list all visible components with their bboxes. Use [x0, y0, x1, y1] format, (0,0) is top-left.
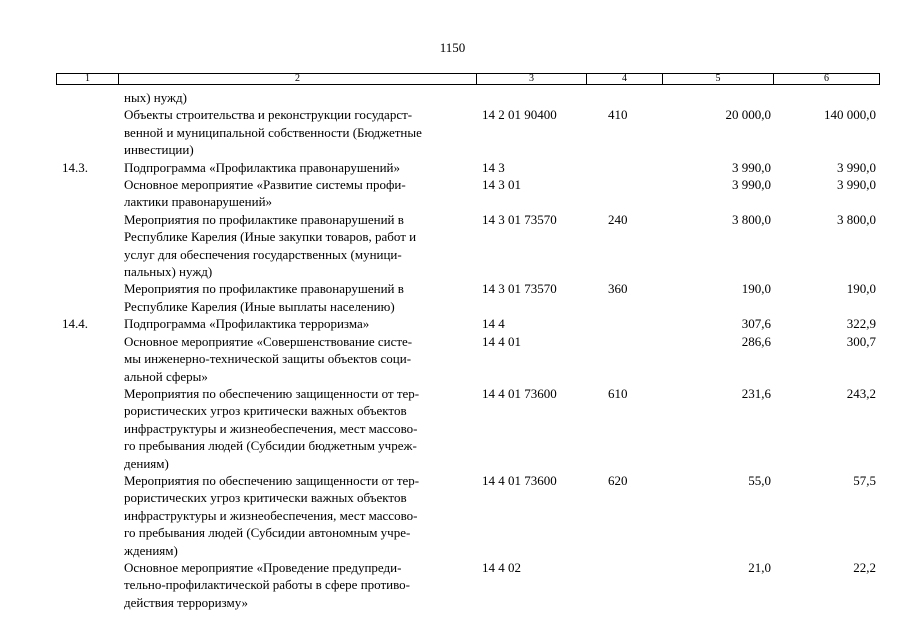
row-value-year1: 231,6 — [741, 385, 771, 401]
table-body — [56, 89, 880, 611]
description-line: Объекты строительства и реконструкции государст- — [124, 107, 413, 123]
row-code: 14 3 01 — [482, 177, 521, 193]
row-value-year2: 140 000,0 — [824, 107, 876, 123]
table-row — [56, 89, 880, 106]
description-line: рористических угроз критически важных объектов — [124, 403, 407, 419]
description-line: Мероприятия по профилактике правонарушений в — [124, 211, 404, 227]
table-row — [56, 211, 880, 281]
row-description — [118, 280, 476, 315]
row-description — [118, 106, 476, 158]
row-description — [118, 333, 476, 385]
description-line: Республике Карелия (Иные выплаты населению) — [124, 298, 395, 314]
table-row — [56, 333, 880, 385]
table-row — [56, 472, 880, 559]
description-line: венной и муниципальной собственности (Бюджетные — [124, 124, 422, 140]
description-line: Подпрограмма «Профилактика терроризма» — [124, 316, 370, 332]
row-expense-type: 240 — [608, 211, 628, 227]
description-line: Республике Карелия (Иные закупки товаров, работ и — [124, 229, 417, 245]
description-line: инфраструктуры и жизнеобеспечения, мест массово- — [124, 420, 418, 436]
description-line: Мероприятия по обеспечению защищенности от тер- — [124, 385, 420, 401]
row-value-year2: 3 800,0 — [837, 211, 876, 227]
table-row — [56, 106, 880, 158]
header-col-3: 3 — [477, 74, 587, 84]
row-value-year1: 55,0 — [748, 472, 771, 488]
row-code: 14 2 01 90400 — [482, 107, 557, 123]
row-value-year2: 300,7 — [846, 333, 876, 349]
row-expense-type: 620 — [608, 472, 628, 488]
table-header — [56, 73, 880, 85]
row-description — [118, 89, 476, 106]
row-value-year1: 3 990,0 — [732, 159, 771, 175]
row-description — [118, 176, 476, 211]
page-number: 1150 — [439, 40, 466, 55]
row-value-year1: 20 000,0 — [725, 107, 771, 123]
row-code: 14 4 — [482, 316, 505, 332]
row-value-year2: 190,0 — [846, 281, 876, 297]
table-row — [56, 159, 880, 176]
description-line: дениям) — [124, 455, 169, 471]
description-line: Основное мероприятие «Совершенствование систе- — [124, 333, 413, 349]
description-line: действия терроризму» — [124, 594, 249, 610]
description-line: ных) нужд) — [124, 90, 187, 105]
description-line: Основное мероприятие «Развитие системы профи- — [124, 177, 406, 193]
row-description — [118, 159, 476, 176]
table-row — [56, 280, 880, 315]
row-value-year1: 21,0 — [748, 559, 771, 575]
description-line: тельно-профилактической работы в сфере противо- — [124, 577, 411, 593]
description-line: ждениям) — [124, 542, 178, 558]
description-line: услуг для обеспечения государственных (муници- — [124, 246, 402, 262]
row-code: 14 3 01 73570 — [482, 211, 557, 227]
row-number: 14.4. — [62, 316, 88, 332]
row-value-year1: 286,6 — [741, 333, 771, 349]
table-row — [56, 315, 880, 332]
description-line: го пребывания людей (Субсидии бюджетным учреж- — [124, 438, 417, 454]
table-row — [56, 385, 880, 472]
header-col-2: 2 — [119, 74, 477, 84]
row-code: 14 3 01 73570 — [482, 281, 557, 297]
description-line: альной сферы» — [124, 368, 208, 384]
description-line: Мероприятия по обеспечению защищенности от тер- — [124, 472, 420, 488]
row-value-year2: 57,5 — [853, 472, 876, 488]
description-line: инвестиции) — [124, 142, 194, 158]
description-line: пальных) нужд) — [124, 264, 213, 280]
row-value-year1: 307,6 — [741, 316, 771, 332]
row-code: 14 4 01 73600 — [482, 385, 557, 401]
row-value-year1: 3 990,0 — [732, 177, 771, 193]
description-line: Мероприятия по профилактике правонарушений в — [124, 281, 404, 297]
description-line: инфраструктуры и жизнеобеспечения, мест массово- — [124, 507, 418, 523]
row-description — [118, 211, 476, 281]
description-line: лактики правонарушений» — [124, 194, 273, 210]
table-row — [56, 176, 880, 211]
row-number: 14.3. — [62, 159, 88, 175]
row-value-year2: 3 990,0 — [837, 159, 876, 175]
row-value-year2: 322,9 — [846, 316, 876, 332]
description-line: Подпрограмма «Профилактика правонарушений» — [124, 159, 401, 175]
table-row — [56, 559, 880, 611]
row-expense-type: 410 — [608, 107, 628, 123]
description-line: Основное мероприятие «Проведение предупреди- — [124, 559, 402, 575]
header-col-6: 6 — [824, 73, 829, 84]
header-col-5: 5 — [663, 74, 774, 84]
row-description — [118, 315, 476, 332]
row-code: 14 4 01 73600 — [482, 472, 557, 488]
row-value-year1: 3 800,0 — [732, 211, 771, 227]
row-description — [118, 385, 476, 472]
row-description — [118, 472, 476, 559]
row-code: 14 4 02 — [482, 559, 521, 575]
description-line: рористических угроз критически важных объектов — [124, 490, 407, 506]
header-col-1: 1 — [57, 74, 119, 84]
row-description — [118, 559, 476, 611]
row-value-year2: 3 990,0 — [837, 177, 876, 193]
description-line: го пребывания людей (Субсидии автономным учре- — [124, 525, 411, 541]
row-code: 14 4 01 — [482, 333, 521, 349]
row-value-year2: 243,2 — [846, 385, 876, 401]
row-code: 14 3 — [482, 159, 505, 175]
header-col-4: 4 — [587, 74, 663, 84]
row-expense-type: 360 — [608, 281, 628, 297]
row-expense-type: 610 — [608, 385, 628, 401]
row-value-year2: 22,2 — [853, 559, 876, 575]
description-line: мы инженерно-технической защиты объектов соци- — [124, 351, 412, 367]
row-value-year1: 190,0 — [741, 281, 771, 297]
